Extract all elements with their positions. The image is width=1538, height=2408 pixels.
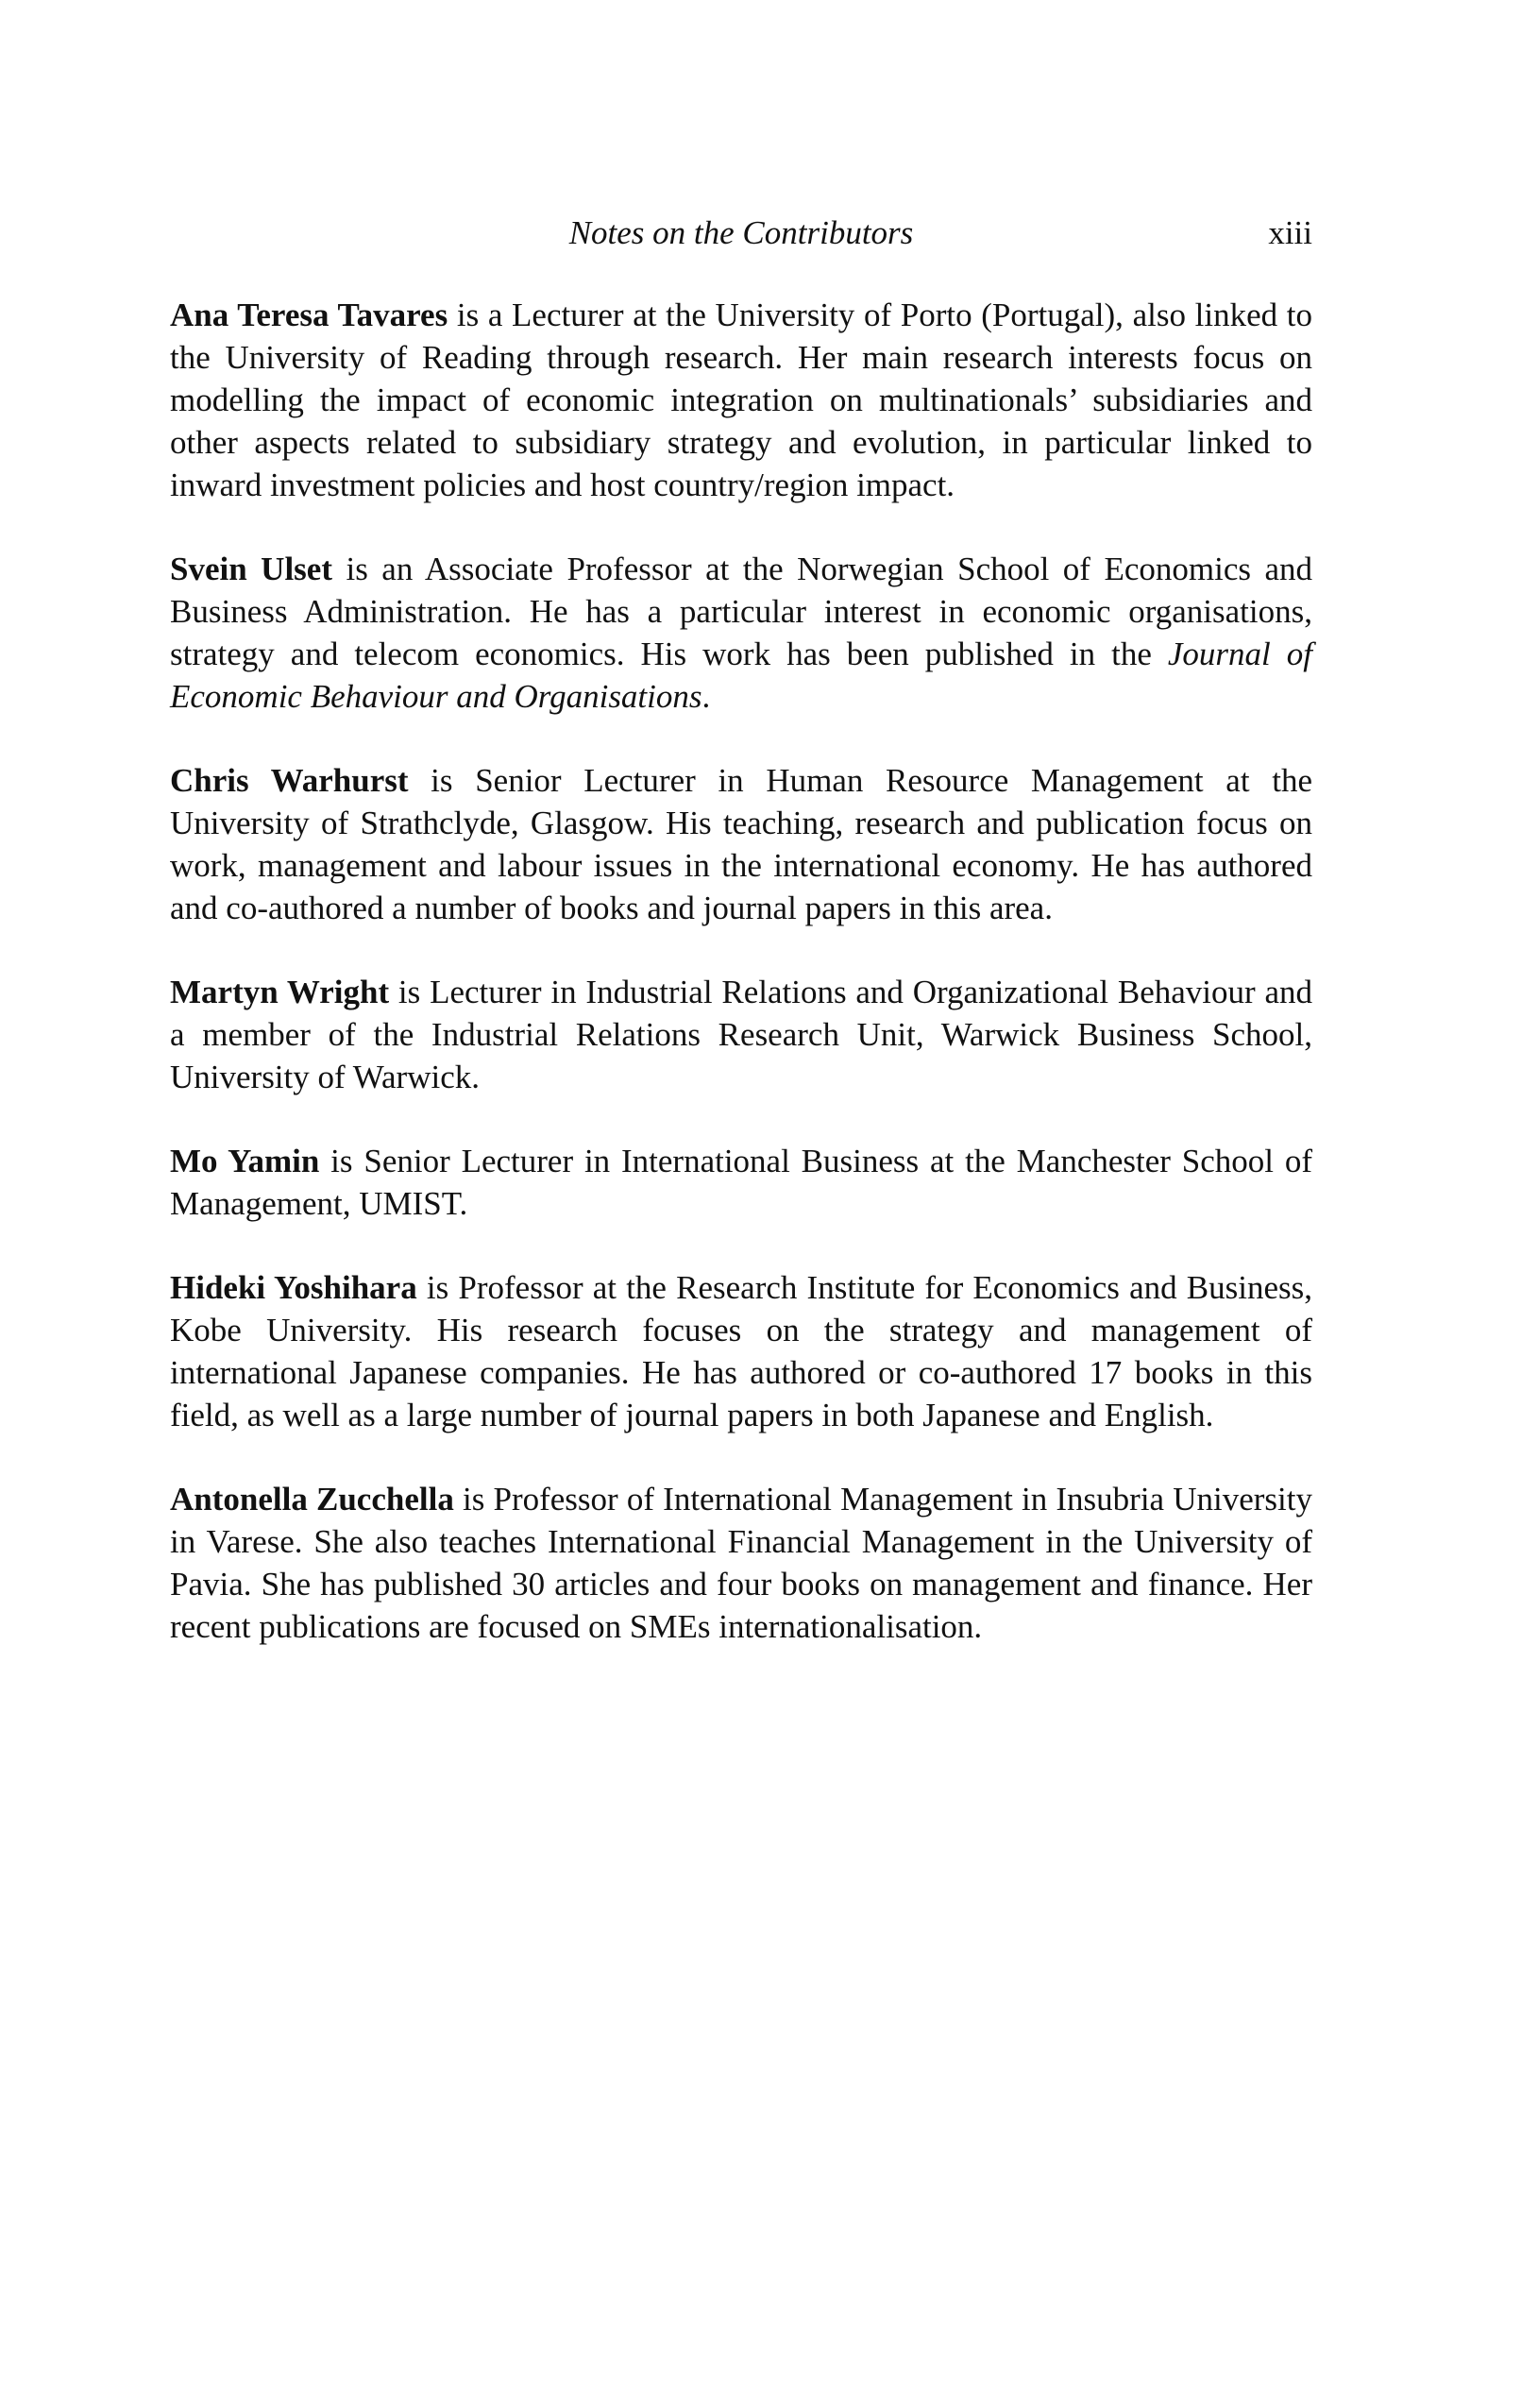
page-number: xiii [1268,214,1312,251]
contributor-name: Antonella Zucchella [170,1481,454,1518]
contributor-bio: is Senior Lecturer in Human Resource Management at the University of Strathclyde, Glasgow. His teaching, research and publication focus on work, management and labour issues in the international economy. He has authored and co-authored a number of books and journal papers in this area. [170,762,1312,926]
contributor-name: Martyn Wright [170,974,390,1010]
contributor-bio: is Professor of International Management in Insubria University in Varese. She also teaches International Financial Management in the University of Pavia. She has published 30 articles and four books on management and finance. Her recent publications are focused on SMEs internationalisation. [170,1481,1312,1645]
contributor-entry [170,294,1312,506]
contributor-entry [170,971,1312,1098]
contributors-list [170,294,1312,1689]
contributor-entry [170,1140,1312,1225]
contributor-name: Mo Yamin [170,1143,320,1179]
running-title: Notes on the Contributors [568,214,914,251]
contributor-bio: is Professor at the Research Institute for Economics and Business, Kobe University. His research focuses on the strategy and management of international Japanese companies. He has authored or co-authored 17 books in this field, as well as a large number of journal papers in both Japanese and English. [170,1269,1312,1433]
contributor-bio: is a Lecturer at the University of Porto (Portugal), also linked to the University of Reading through research. Her main research interests focus on modelling the impact of economic integration on multinationals’ subsidiaries and other aspects related to subsidiary strategy and evolution, in particular linked to inward investment policies and host country/region impact. [170,297,1312,503]
contributor-bio-end: . [701,678,711,715]
contributor-entry [170,759,1312,929]
running-head [170,210,1312,257]
contributor-entry [170,1478,1312,1648]
contributor-entry [170,548,1312,718]
contributor-bio: is Lecturer in Industrial Relations and Organizational Behaviour and a member of the Industrial Relations Research Unit, Warwick Business School, University of Warwick. [170,974,1312,1095]
contributor-name: Svein Ulset [170,551,332,587]
contributor-name: Chris Warhurst [170,762,409,799]
contributor-bio: is an Associate Professor at the Norwegian School of Economics and Business Administration. He has a particular interest in economic organisations, strategy and telecom economics. His work has been published in the [170,551,1312,672]
journal-title: Journal of Economic Behaviour and Organisations [170,636,1312,715]
contributor-name: Ana Teresa Tavares [170,297,448,333]
contributor-entry [170,1266,1312,1436]
contributor-bio: is Senior Lecturer in International Business at the Manchester School of Management, UMIST. [170,1143,1312,1222]
contributor-name: Hideki Yoshihara [170,1269,417,1306]
